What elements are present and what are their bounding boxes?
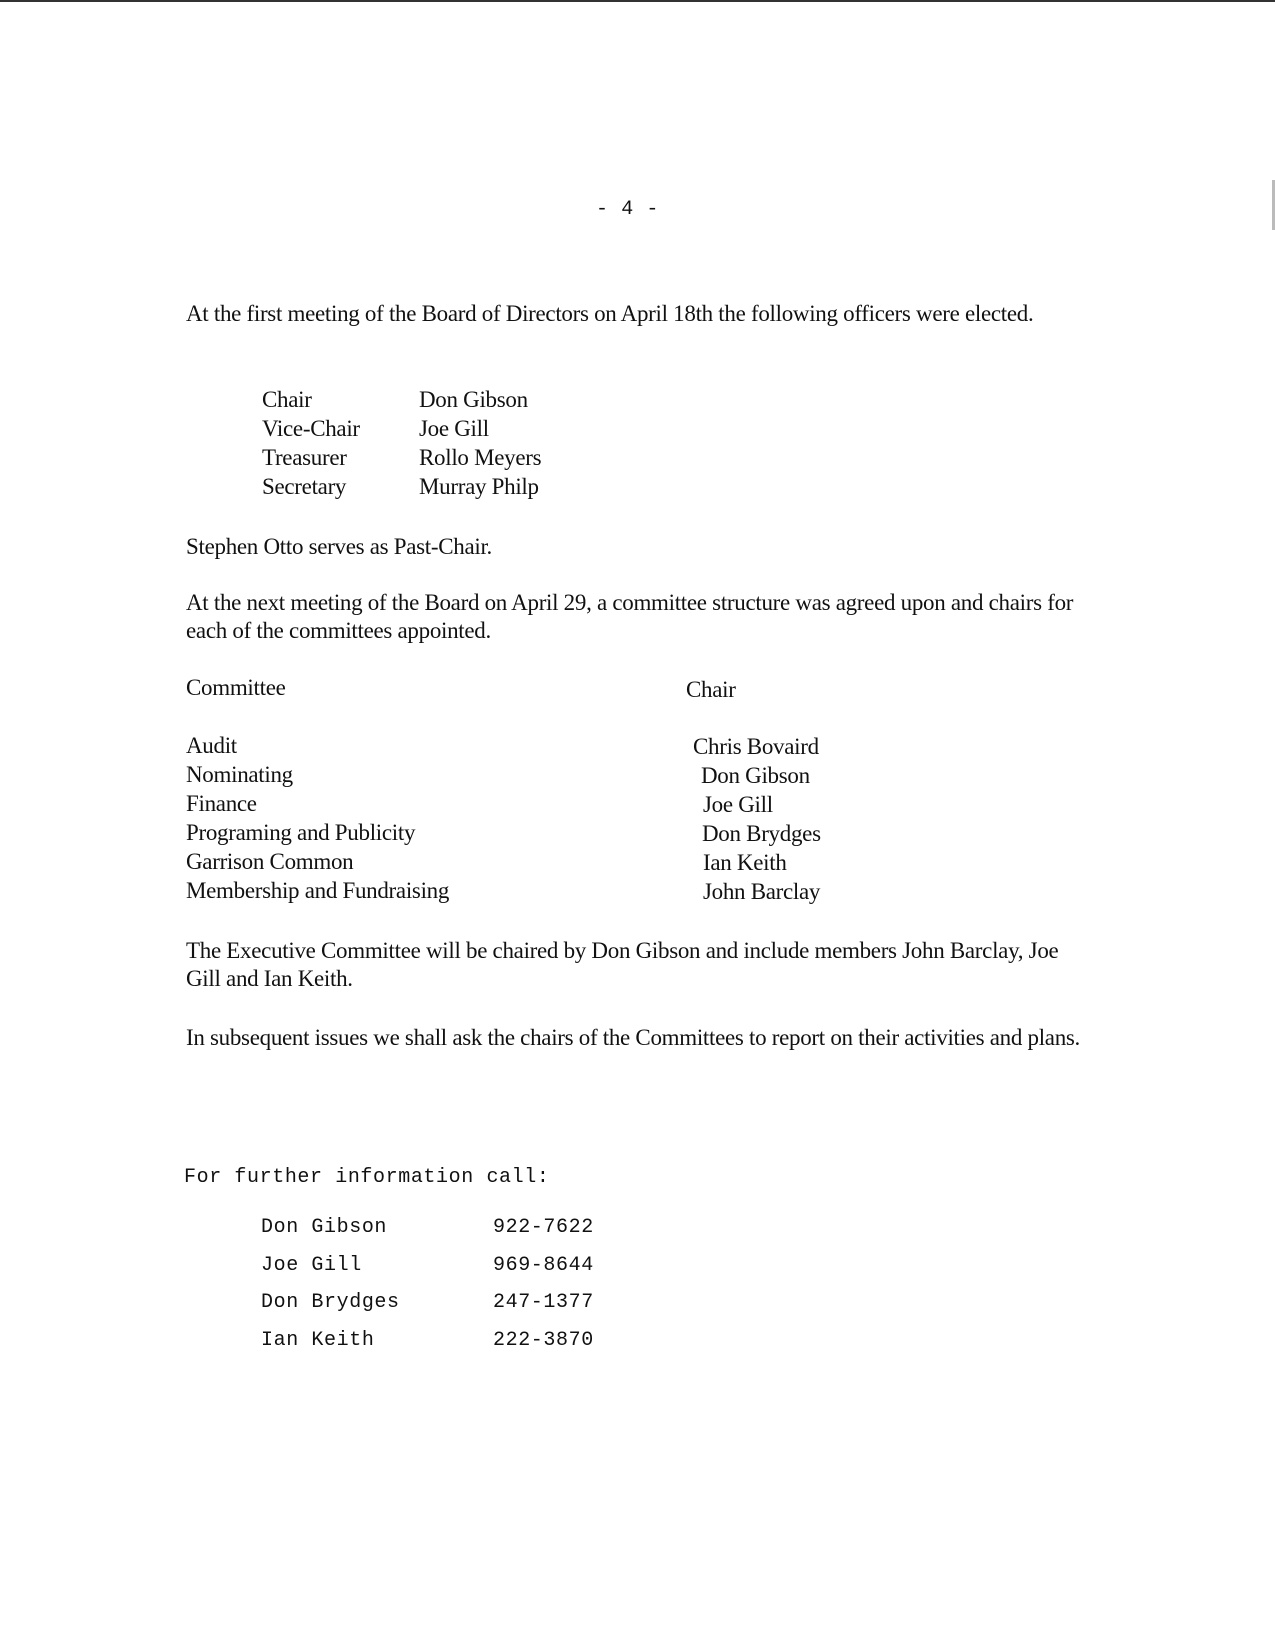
officer-name: Joe Gill <box>419 416 489 441</box>
contact-name: Joe Gill <box>261 1254 362 1277</box>
page-number: - 4 - <box>596 198 660 221</box>
committee-column-header: Committee <box>186 675 286 700</box>
paragraph-committee-intro: At the next meeting of the Board on April 29, a committee structure was agreed upon and chairs for each of the committees appointed. <box>186 590 1074 643</box>
committee-name: Nominating <box>186 762 293 787</box>
officer-role: Treasurer <box>262 445 347 470</box>
chair-column-header: Chair <box>686 677 736 702</box>
committee-chair: Don Brydges <box>702 821 821 846</box>
contact-intro: For further information call: <box>184 1166 550 1189</box>
contact-phone: 247-1377 <box>493 1291 594 1314</box>
officer-name: Don Gibson <box>419 387 528 412</box>
officer-role: Vice-Chair <box>262 416 360 441</box>
committee-chair: Don Gibson <box>701 763 810 788</box>
paragraph-officers-intro: At the first meeting of the Board of Directors on April 18th the following officers were elected. <box>186 301 1034 326</box>
paragraph-executive-committee: The Executive Committee will be chaired by Don Gibson and include members John Barclay, Joe Gill and Ian Keith. <box>186 938 1059 991</box>
officer-name: Rollo Meyers <box>419 445 542 470</box>
committee-chair: Chris Bovaird <box>693 734 819 759</box>
officer-role: Chair <box>262 387 312 412</box>
paragraph-subsequent-issues: In subsequent issues we shall ask the chairs of the Committees to report on their activities and plans. <box>186 1025 1081 1050</box>
contact-phone: 969-8644 <box>493 1254 594 1277</box>
scan-top-edge <box>0 0 1275 2</box>
committee-name: Programing and Publicity <box>186 820 416 845</box>
officer-name: Murray Philp <box>419 474 539 499</box>
committee-chair: Ian Keith <box>703 850 787 875</box>
contact-phone: 222-3870 <box>493 1329 594 1352</box>
contact-name: Don Gibson <box>261 1216 388 1239</box>
officer-role: Secretary <box>262 474 347 499</box>
committee-chair: John Barclay <box>703 879 821 904</box>
past-chair-note: Stephen Otto serves as Past-Chair. <box>186 534 493 559</box>
committee-chair: Joe Gill <box>703 792 773 817</box>
contact-name: Ian Keith <box>261 1329 375 1352</box>
committee-name: Garrison Common <box>186 849 354 874</box>
committee-name: Membership and Fundraising <box>186 878 450 903</box>
contact-name: Don Brydges <box>261 1291 400 1314</box>
committee-name: Audit <box>186 733 237 758</box>
contact-phone: 922-7622 <box>493 1216 594 1239</box>
committee-name: Finance <box>186 791 257 816</box>
